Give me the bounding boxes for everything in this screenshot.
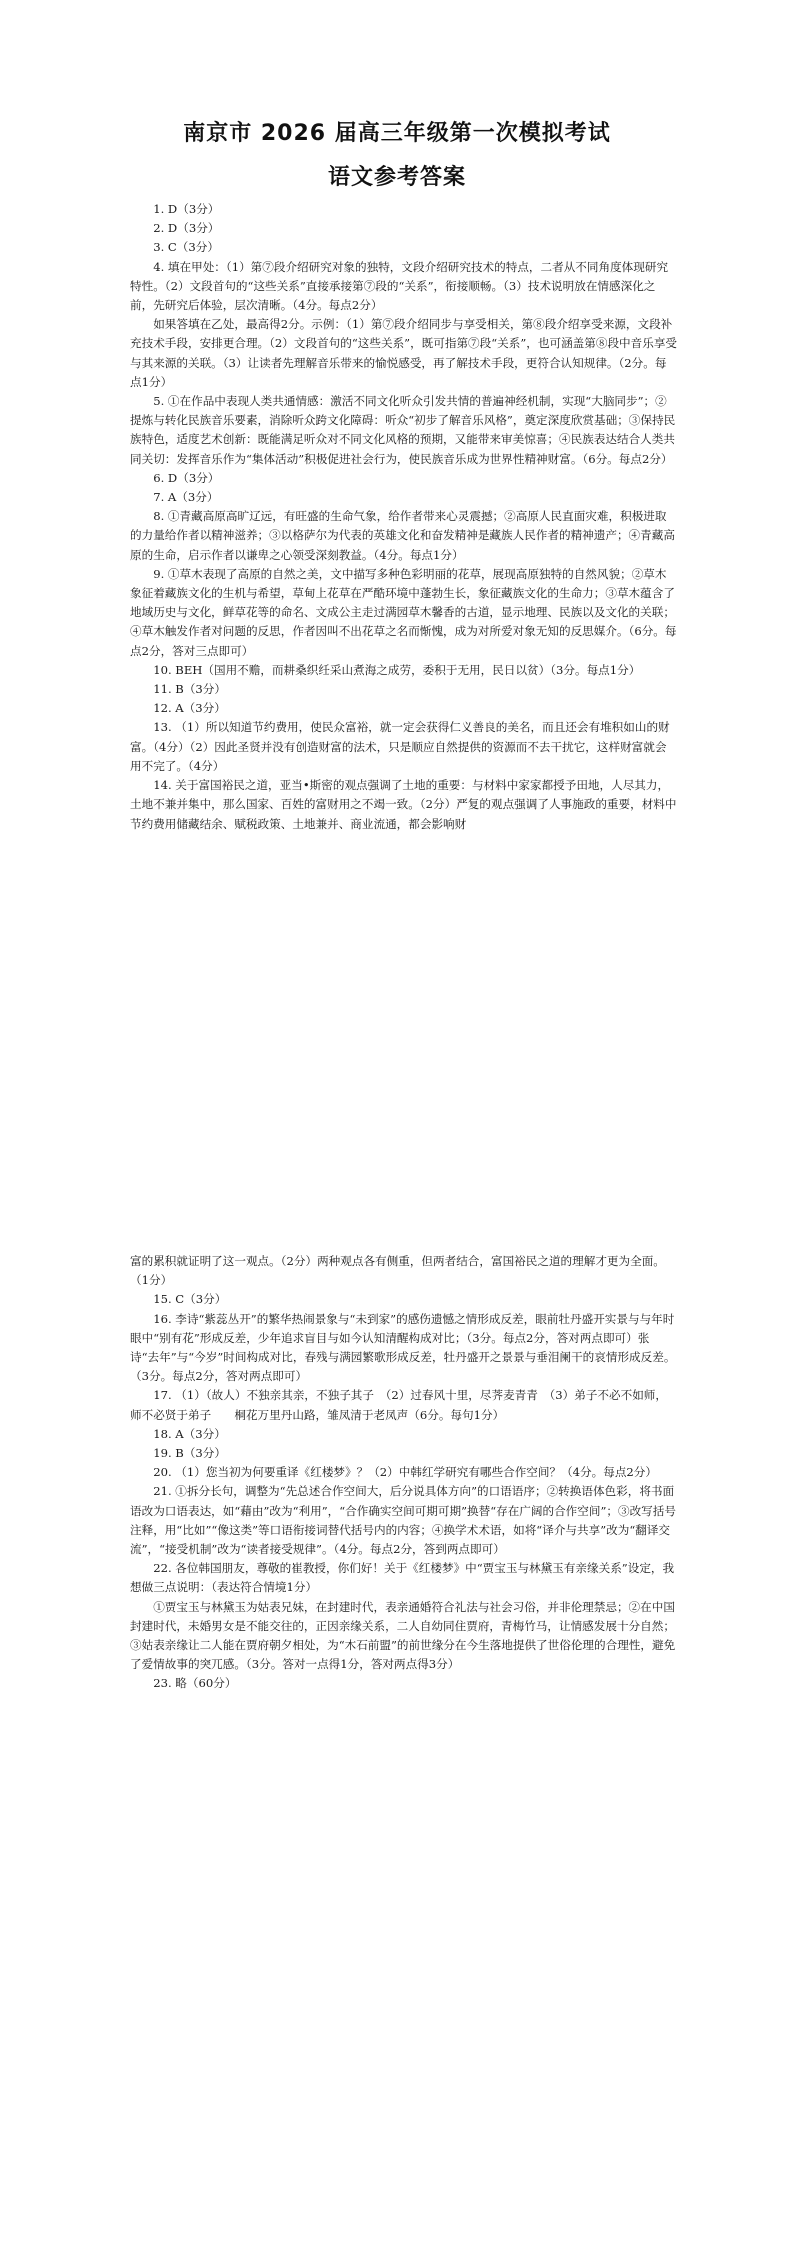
answer-line: 20. （1）您当初为何要重译《红楼梦》？（2）中韩红学研究有哪些合作空间？（4分。每点2分） bbox=[153, 1465, 657, 1480]
answer-line: 12. A（3分） bbox=[153, 701, 226, 716]
answer-line: 16. 李诗“紫蕊丛开”的繁华热闹景象与“未到家”的感伤遗憾之情形成反差，眼前牡丹盛开实景与与年时眼中“别有花”形成反差，少年追求盲目与如今认知清醒构成对比；（3分。每点2分，答对两点即可）张诗“去年”与“今岁”时间构成对比，春残与满园繁歌形成反差，牡丹盛开之景景与垂泪阑干的哀情形成反差。（3分。每点2分，答对两点即可） bbox=[130, 1311, 676, 1384]
answer-line: 18. A（3分） bbox=[153, 1426, 226, 1441]
answer-line: 17. （1）（故人）不独亲其亲，不独子其子 （2）过春风十里，尽荠麦青青 （3）弟子不必不如师，师不必贤于弟子 桐花万里丹山路，雏凤清于老凤声（6分。每句1分） bbox=[130, 1388, 667, 1422]
answer-line: 5. ①在作品中表现人类共通情感：激活不同文化听众引发共情的普遍神经机制，实现“大脑同步”；②提炼与转化民族音乐要素，消除听众跨文化障碍：听众“初步了解音乐风格”，奠定深度欣赏基础；③保持民族特色，适度艺术创新：既能满足听众对不同文化风格的预期，又能带来审美惊喜；④民族表达结合人类共同关切：发挥音乐作为“集体活动”积极促进社会行为，使民族音乐成为世界性精神财富。（6分。每点2分） bbox=[130, 394, 676, 466]
page-subtitle: 语文参考答案 bbox=[327, 165, 466, 190]
answers-block-1 bbox=[130, 200, 678, 834]
answer-line: 9. ①草木表现了高原的自然之美，文中描写多种色彩明丽的花草，展现高原独特的自然风貌；②草木象征着藏族文化的生机与希望，草甸上花草在严酷环境中蓬勃生长，象征藏族文化的生命力；③草木蕴含了地域历史与文化，鲜草花等的命名、文成公主走过满园草木馨香的古道，显示地理、民族以及文化的关联；④草木触发作者对问题的反思，作者因叫不出花草之名而惭愧，成为对所爱对象无知的反思媒介。（6分。每点2分，答对三点即可） bbox=[130, 566, 677, 658]
answer-line: 21. ①拆分长句，调整为“先总述合作空间大，后分说具体方向”的口语语序；②转换语体色彩，将书面语改为口语表达，如“藉由”改为“利用”，“合作确实空间可期可期”换替“存在广阔的合作空间”；③改写括号注释，用“比如”“像这类”等口语衔接词替代括号内的内容；④换学术术语，如将“译介与共享”改为“翻译交流”，“接受机制”改为“读者接受规律”。（4分。每点2分，答到两点即可） bbox=[130, 1484, 676, 1557]
answer-line: ①贾宝玉与林黛玉为姑表兄妹，在封建时代，表亲通婚符合礼法与社会习俗，并非伦理禁忌；②在中国封建时代，未婚男女是不能交往的，正因亲缘关系，二人自幼同住贾府，青梅竹马，让情感发展十分自然；③姑表亲缘让二人能在贾府朝夕相处，为“木石前盟”的前世缘分在今生落地提供了世俗伦理的合理性，避免了爱情故事的突兀感。（3分。答对一点得1分，答对两点得3分） bbox=[130, 1599, 676, 1672]
answer-line: 10. BEH（国用不赡，而耕桑织纴采山煮海之成劳，委积于无用，民日以贫）（3分。每点1分） bbox=[153, 662, 641, 677]
answer-line: 23. 略（60分） bbox=[153, 1676, 237, 1691]
answer-line: 8. ①青藏高原高旷辽远，有旺盛的生命气象，给作者带来心灵震撼；②高原人民直面灾难，积极进取的力量给作者以精神滋养；③以格萨尔为代表的英雄文化和奋发精神是藏族人民作者的精神遗产；④青藏高原的生命，启示作者以谦卑之心领受深刻教益。（4分。每点1分） bbox=[130, 509, 675, 562]
answer-line: 6. D（3分） bbox=[153, 470, 220, 485]
answer-line: 如果答填在乙处，最高得2分。示例：（1）第⑦段介绍同步与享受相关，第⑧段介绍享受来源，文段补充技术手段，安排更合理。（2）文段首句的“这些关系”，既可指第⑦段“关系”，也可涵盖第⑧段中音乐享受与其来源的关联。（3）让读者先理解音乐带来的愉悦感受，再了解技术手段，更符合认知规律。（2分。每点1分） bbox=[130, 317, 678, 389]
answer-line: 11. B（3分） bbox=[153, 682, 226, 697]
answer-line: 7. A（3分） bbox=[153, 490, 219, 505]
answer-line: 2. D（3分） bbox=[153, 221, 220, 236]
answer-line: 富的累积就证明了这一观点。（2分）两种观点各有侧重，但两者结合，富国裕民之道的理解才更为全面。（1分） bbox=[130, 1254, 665, 1288]
answer-line: 4. 填在甲处：（1）第⑦段介绍研究对象的独特，文段介绍研究技术的特点，二者从不同角度体现研究特性。（2）文段首句的“这些关系”直接承接第⑦段的“关系”，衔接顺畅。（3）技术说明放在情感深化之前，先研究后体验，层次清晰。（4分。每点2分） bbox=[130, 259, 669, 313]
answer-line: 13. （1）所以知道节约费用，使民众富裕，就一定会获得仁义善良的美名，而且还会有堆积如山的财富。（4分）（2）因此圣贤并没有创造财富的法术，只是顺应自然提供的资源而不去干扰它，这样财富就会用不完了。（4分） bbox=[130, 720, 670, 773]
answer-line: 15. C（3分） bbox=[153, 1292, 227, 1307]
answer-line: 19. B（3分） bbox=[153, 1446, 226, 1461]
page-title: 南京市 2026 届高三年级第一次模拟考试 bbox=[183, 121, 611, 146]
answer-line: 14. 关于富国裕民之道，亚当•斯密的观点强调了土地的重要：与材料中家家都授予田地，人尽其力，土地不兼并集中，那么国家、百姓的富财用之不竭一致。（2分）严复的观点强调了人事施政的重要，材料中节约费用储藏结余、赋税政策、土地兼并、商业流通，都会影响财 bbox=[130, 778, 677, 831]
answer-line: 3. C（3分） bbox=[153, 240, 219, 255]
answers-block-2 bbox=[130, 1252, 678, 1694]
answer-line: 22. 各位韩国朋友，尊敬的崔教授，你们好！关于《红楼梦》中“贾宝玉与林黛玉有亲缘关系”设定，我想做三点说明：（表达符合情境1分） bbox=[130, 1561, 675, 1595]
answer-line: 1. D（3分） bbox=[153, 202, 220, 216]
